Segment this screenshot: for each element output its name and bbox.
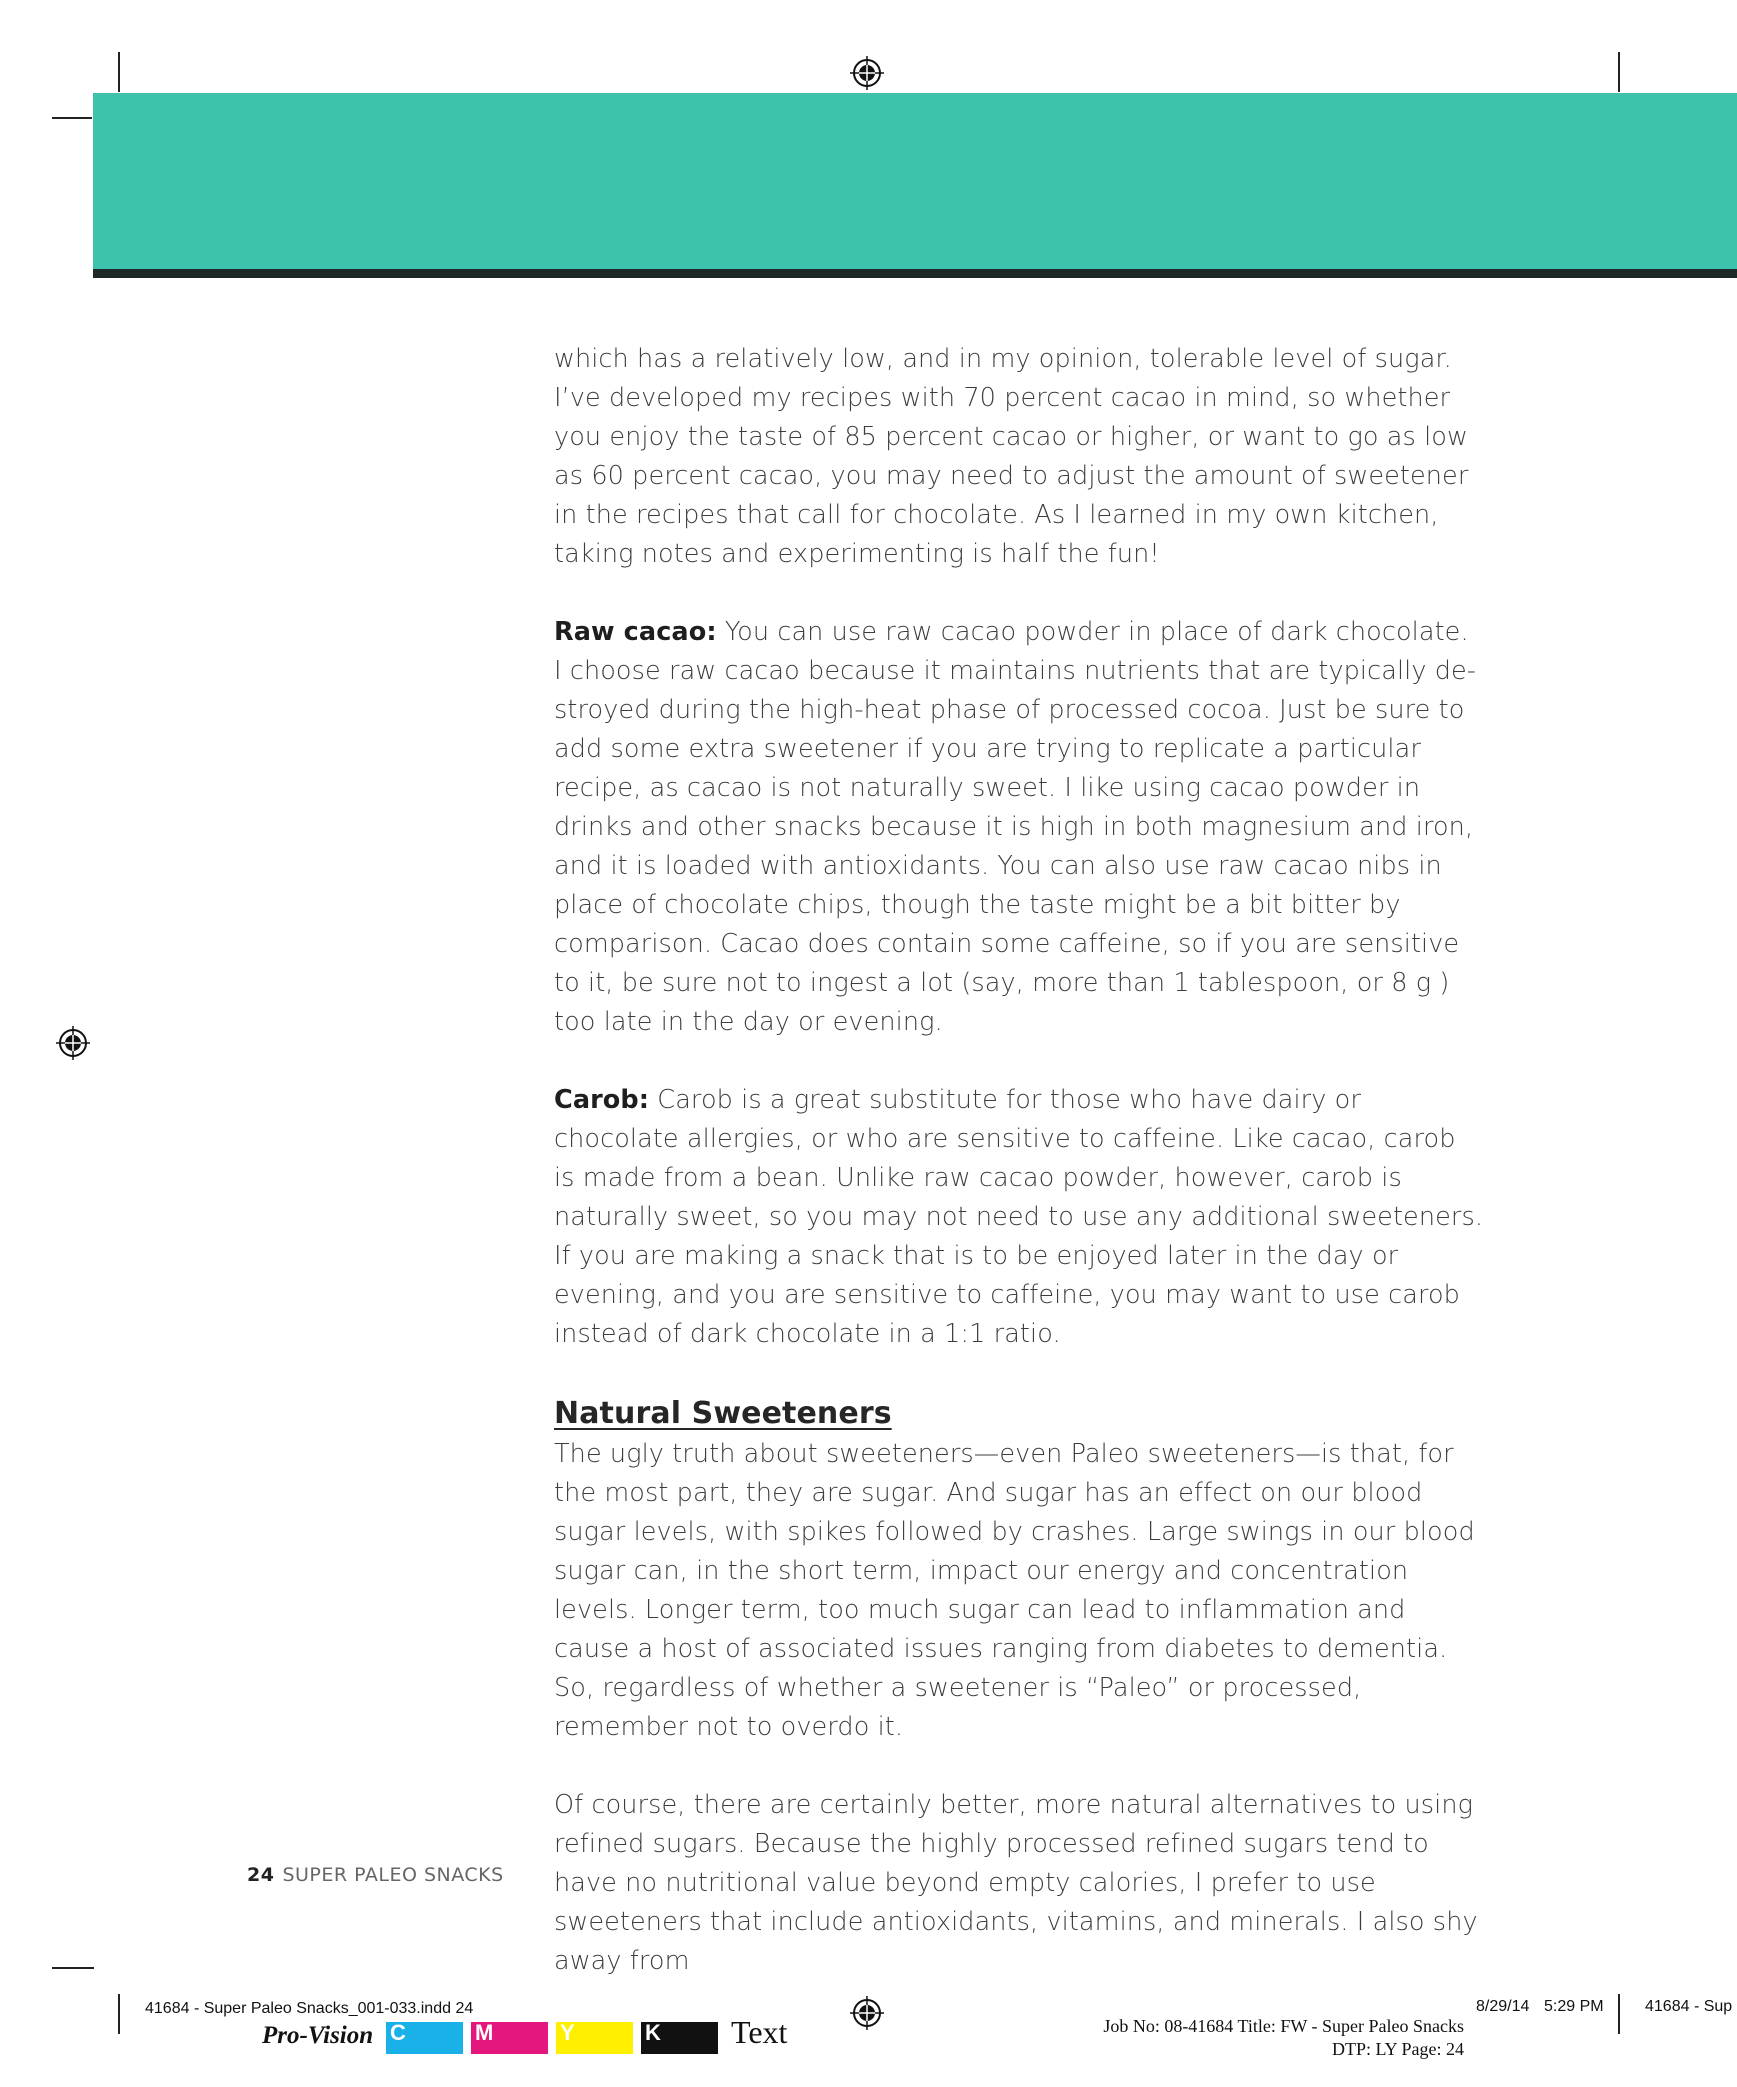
paragraph-text: Carob is a great substitute for those who have dairy or chocolate allergies, or who are sensitive to caffeine. Like cacao, carob is made from a bean. Unlike raw cacao powder, however, carob is naturally sweet, so you may not need to use any additional sweeteners. If you are making a snack that is to be enjoyed later in the day or evening, and you are sensitive to caffeine, you may want to use carob instead of dark chocolate in a 1:1 ratio. xyxy=(554,1085,1484,1349)
swatch-label: Y xyxy=(560,2020,575,2045)
slug-time: 5:29 PM xyxy=(1544,1998,1604,2015)
paragraph-lead: Carob: xyxy=(554,1085,650,1115)
running-title: SUPER PALEO SNACKS xyxy=(282,1864,504,1886)
job-info xyxy=(1000,2015,1464,2061)
registration-mark-icon xyxy=(849,55,885,91)
swatch-label: C xyxy=(390,2020,406,2045)
paragraph xyxy=(554,1786,1484,1981)
swatch-cyan xyxy=(386,2022,463,2054)
swatch-yellow xyxy=(556,2022,633,2054)
page-folio xyxy=(247,1864,504,1886)
paragraph-raw-cacao xyxy=(554,613,1484,1042)
paragraph-text: The ugly truth about sweeteners—even Paleo sweeteners—is that, for the most part, they are sugar. And sugar has an effect on our blood sugar levels, with spikes followed by crashes. Large swings in our blood sugar can, in the short term, impact our energy and concentration levels. Longer term, too much sugar can lead to inflammation and cause a host of associated issues ranging from diabetes to dementia. So, regardless of whether a sweetener is “Paleo” or processed, remember not to overdo it. xyxy=(554,1439,1475,1742)
header-band xyxy=(93,93,1737,269)
crop-mark-left-top xyxy=(52,117,92,119)
header-band-rule xyxy=(93,269,1737,278)
slug-date: 8/29/14 xyxy=(1476,1998,1530,2015)
paragraph-carob xyxy=(554,1081,1484,1354)
slug-file-short: 41684 - Sup xyxy=(1645,1998,1733,2015)
section-heading: Natural Sweeteners xyxy=(554,1396,892,1431)
paragraph xyxy=(554,340,1484,574)
slug-file: 41684 - Super Paleo Snacks_001-033.indd 24 xyxy=(145,2000,474,2017)
crop-mark-top-right xyxy=(1618,52,1620,92)
crop-mark-left-bottom xyxy=(52,1967,94,1969)
job-line: Job No: 08-41684 Title: FW - Super Paleo Snacks xyxy=(1103,2016,1464,2036)
plate-label: Text xyxy=(731,2014,788,2050)
crop-mark-bottom-right xyxy=(1618,1994,1620,2034)
page-number: 24 xyxy=(247,1864,275,1886)
paragraph-text: You can use raw cacao powder in place of dark chocolate. I choose raw cacao because it maintains nutrients that are typically de-stroyed during the high-heat phase of processed cocoa. Just be sure to add some extra sweetener if you are trying to replicate a particular recipe, as cacao is not naturally sweet. I like using cacao powder in drinks and other snacks because it is high in both magnesium and iron, and it is loaded with antioxidants. You can also use raw cacao nibs in place of chocolate chips, though the taste might be a bit bitter by comparison. Cacao does contain some caffeine, so if you are sensitive to it, be sure not to ingest a lot (say, more than 1 tablespoon, or 8 g ) too late in the day or evening. xyxy=(554,617,1477,1037)
job-line: DTP: LY Page: 24 xyxy=(1331,2039,1464,2059)
crop-mark-bottom-left xyxy=(118,1994,120,2034)
paragraph xyxy=(554,1435,1484,1747)
swatch-magenta xyxy=(471,2022,548,2054)
brand-logo: Pro-Vision xyxy=(262,2022,374,2049)
registration-mark-icon xyxy=(55,1025,91,1061)
body-text xyxy=(554,340,1484,2020)
paragraph-text: Of course, there are certainly better, more natural alternatives to using refined sugars. Because the highly processed refined sugars tend to have no nutritional value beyond empty calories, I prefer to use sweeteners that include antioxidants, vitamins, and minerals. I also shy away from xyxy=(554,1790,1478,1976)
paragraph-lead: Raw cacao: xyxy=(554,617,717,647)
crop-mark-top-left xyxy=(118,52,120,92)
swatch-black xyxy=(641,2022,718,2054)
swatch-label: M xyxy=(475,2020,494,2045)
swatch-label: K xyxy=(645,2020,661,2045)
paragraph-text: which has a relatively low, and in my opinion, tolerable level of sugar. I’ve developed my recipes with 70 percent cacao in mind, so whether you enjoy the taste of 85 percent cacao or higher, or want to go as low as 60 percent cacao, you may need to adjust the amount of sweetener in the recipes that call for chocolate. As I learned in my own kitchen, taking notes and experimenting is half the fun! xyxy=(554,344,1469,569)
